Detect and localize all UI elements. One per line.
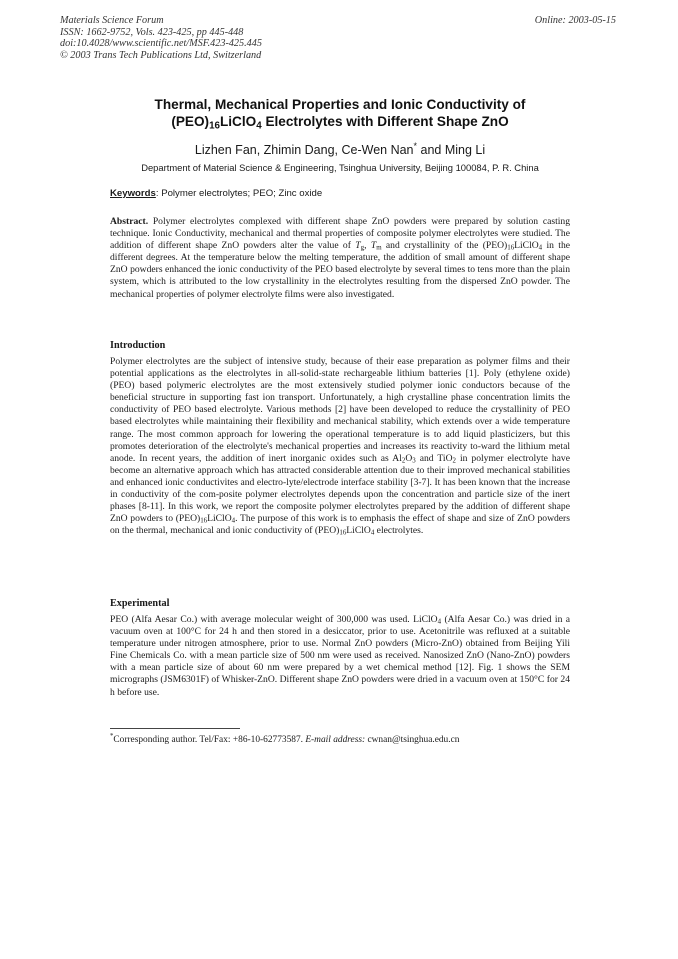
keywords-label: Keywords [110,188,156,199]
abstract-paragraph: Abstract. Polymer electrolytes complexed with different shape ZnO powders were prepared by solution casting technique. Ionic Conductivity, mechanical and thermal properties of composite polymer electrolytes were studied. The addition of different shape ZnO powders alter the value of $T_g$, $T_m$ and crystallinity of the $(PEO)_{16}LiClO_4$ in the different degrees. At the temperature below the melting temperature, the addition of small amount of different shape ZnO powders enhanced the ionic conductivity of the PEO based electrolyte by several times to tens more than the plain system, which is attributed to the low crystallinity in the electrolytes resulting from the dispersed ZnO powder. The mechanical properties of polymer electrolyte films were also investigated. [110,216,571,300]
paper-title [80,96,600,130]
journal-header [60,15,620,61]
doi-line: doi:10.4028/www.scientific.net/MSF.423-425.445 [60,38,262,50]
footnote-divider [110,728,240,729]
author-list: Lizhen Fan, Zhimin Dang, Ce-Wen Nan* and Ming Li [194,140,486,157]
abstract-label: Abstract. [110,216,149,227]
title-line-2: $(PEO)_{16}LiClO_4$ Electrolytes with Different Shape ZnO [171,114,509,132]
email-address: cwnan@tsinghua.edu.cn [365,735,460,745]
title-line-1: Thermal, Mechanical Properties and Ionic Conductivity of [154,97,526,112]
online-date: Online: 2003-05-15 [534,15,616,26]
issn-line: ISSN: 1662-9752, Vols. 423-425, pp 445-448 [60,26,244,38]
footnote: *Corresponding author. Tel/Fax: +86-10-62773587. E-mail address: cwnan@tsinghua.edu.cn [110,732,460,745]
keywords-line [110,188,570,199]
affiliation: Department of Material Science & Engineering, Tsinghua University, Beijing 100084, P. R. China [141,162,539,173]
experimental-heading: Experimental [110,598,170,609]
introduction-paragraph: Polymer electrolytes are the subject of intensive study, because of their ease preparation as polymer films and their potential applications as the electrolytes in all-solid-state rechargeable lithium batteries [1]. Poly (ethylene oxide) (PEO) based polymeric electrolytes are the most extensively studied polymer ionic conductors because of the beneficial structure in supporting fast ion transport. Unfortunately, a high crystalline phase concentration limits the conductivity of PEO based electrolyte. Various methods [2] have been developed to reduce the crystallinity of PEO based electrolytes while maintaining their flexibility and mechanical stability, which extends over a wide temperature range. The most common approach for lowering the operational temperature is to add liquid plasticizers, but this promotes deterioration of the electrolyte's mechanical properties and increases its reactivity to-ward the lithium metal anode. In recent years, the addition of inert inorganic oxides such as $Al_2O_3$ and TiO$_2$ in polymer electrolyte have become an alternative approach which has attracted considerable attention due to their improved mechanical stabilities and enhanced ionic conductivites and electro-lyte/electrode interface stability [3-7]. It has been known that the increase in conductivity of the com-posite polymer electrolytes depends upon the concentration and particle size of the inert phases [8-11]. In this work, we report the composite polymer electrolytes prepared by the addition of different shape ZnO powders to $(PEO)_{16}LiClO_4$. The purpose of this work is to emphasis the effect of shape and size of ZnO powders on the thermal, mechanical and ionic conductivity of $(PEO)_{16}LiClO_4$ electrolytes. [110,356,570,538]
corresponding-mark: * [413,140,418,151]
copyright-line: © 2003 Trans Tech Publications Ltd, Switzerland [60,49,262,61]
journal-name: Materials Science Forum [60,15,164,26]
experimental-paragraph: PEO (Alfa Aesar Co.) with average molecular weight of 300,000 was used. LiClO$_4$ (Alfa Aesar Co.) was dried in a vacuum oven at 100°C for 24 h and then stored in a desiccator, prior to use. Acetonitrile was refluxed at a suitable temperature under nitrogen atmosphere, prior to use. Normal ZnO powders (Micro-ZnO) obtained from Beijing Yili Fine Chemicals Co. with a mean particle size of 500 nm were used as received. Nanosized ZnO (Nano-ZnO) powders with a mean particle size of about 60 nm were prepared by a wet chemical method [12]. Fig. 1 shows the SEM micrographs (JSM6301F) of Whisker-ZnO. Different shape ZnO powders were dried in a vacuum oven at 150°C for 24 h before use. [110,614,571,698]
keywords-text: : Polymer electrolytes; PEO; Zinc oxide [155,188,323,199]
introduction-heading: Introduction [110,340,166,351]
email-label: E-mail address: [305,735,366,745]
